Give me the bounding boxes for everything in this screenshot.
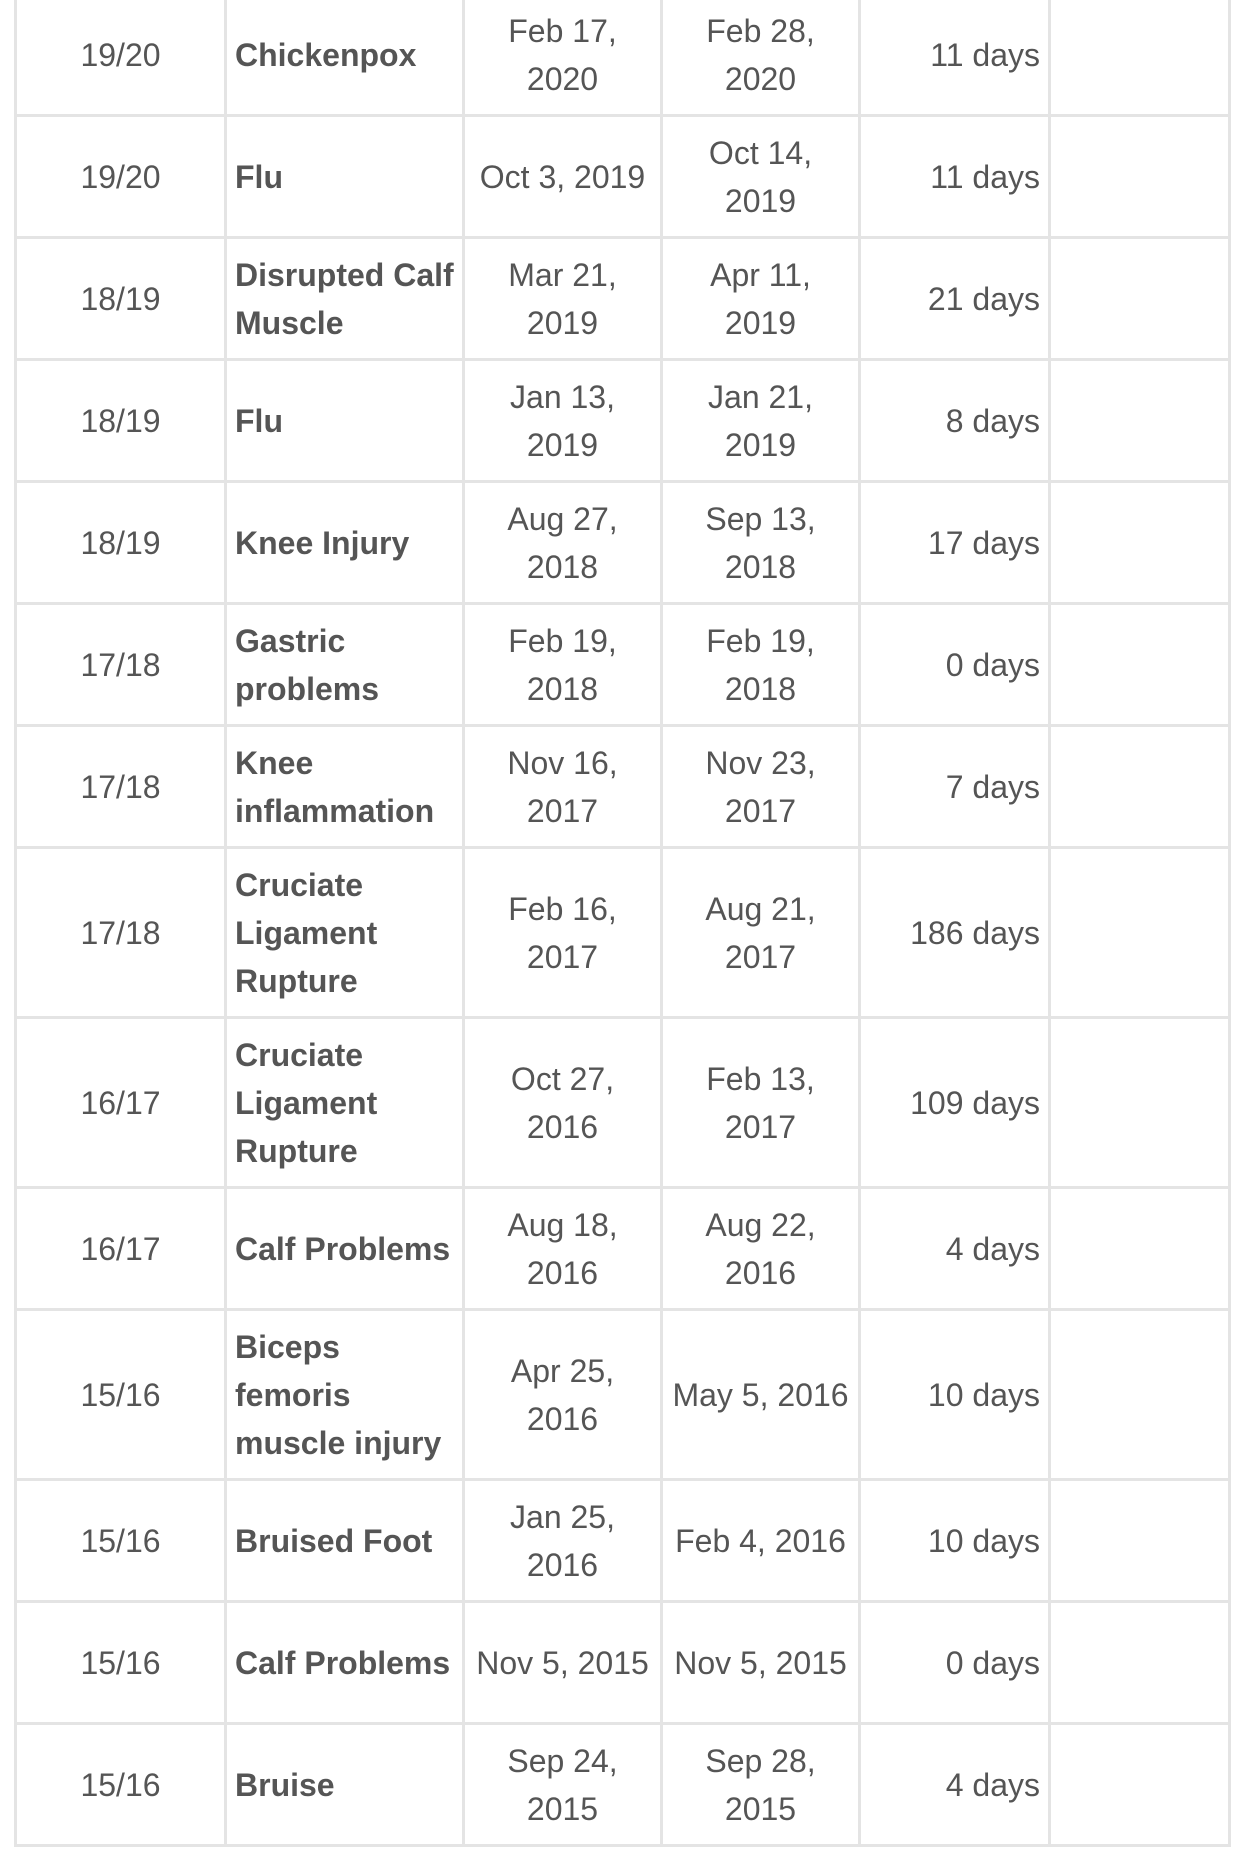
days-out-cell: 0 days bbox=[861, 605, 1051, 727]
from-date-cell: Feb 17, 2020 bbox=[465, 0, 663, 117]
table-row bbox=[17, 727, 1231, 849]
table-row bbox=[17, 0, 1231, 117]
from-date-cell: Oct 27, 2016 bbox=[465, 1019, 663, 1189]
days-out-cell: 186 days bbox=[861, 849, 1051, 1019]
from-date-cell: Aug 27, 2018 bbox=[465, 483, 663, 605]
injury-cell: Chickenpox bbox=[227, 0, 465, 117]
from-date-cell: Aug 18, 2016 bbox=[465, 1189, 663, 1311]
until-date-cell: Sep 13, 2018 bbox=[663, 483, 861, 605]
injury-history-table-wrapper bbox=[14, 0, 1228, 1847]
table-row bbox=[17, 117, 1231, 239]
season-cell: 18/19 bbox=[17, 361, 227, 483]
injury-cell: Disrupted Calf Muscle bbox=[227, 239, 465, 361]
days-out-cell: 0 days bbox=[861, 1603, 1051, 1725]
injury-cell: Bruise bbox=[227, 1725, 465, 1847]
from-date-cell: Feb 16, 2017 bbox=[465, 849, 663, 1019]
days-out-cell: 4 days bbox=[861, 1189, 1051, 1311]
season-cell: 15/16 bbox=[17, 1725, 227, 1847]
injury-cell: Knee inflammation bbox=[227, 727, 465, 849]
until-date-cell: Nov 5, 2015 bbox=[663, 1603, 861, 1725]
injury-cell: Cruciate Ligament Rupture bbox=[227, 849, 465, 1019]
until-date-cell: Feb 13, 2017 bbox=[663, 1019, 861, 1189]
empty-cell bbox=[1051, 1603, 1231, 1725]
days-out-cell: 21 days bbox=[861, 239, 1051, 361]
season-cell: 15/16 bbox=[17, 1603, 227, 1725]
table-row bbox=[17, 239, 1231, 361]
table-row bbox=[17, 1603, 1231, 1725]
table-row bbox=[17, 1019, 1231, 1189]
days-out-cell: 8 days bbox=[861, 361, 1051, 483]
empty-cell bbox=[1051, 727, 1231, 849]
empty-cell bbox=[1051, 1019, 1231, 1189]
days-out-cell: 11 days bbox=[861, 0, 1051, 117]
table-row bbox=[17, 1189, 1231, 1311]
injury-cell: Calf Problems bbox=[227, 1603, 465, 1725]
from-date-cell: Feb 19, 2018 bbox=[465, 605, 663, 727]
empty-cell bbox=[1051, 605, 1231, 727]
empty-cell bbox=[1051, 483, 1231, 605]
from-date-cell: Jan 25, 2016 bbox=[465, 1481, 663, 1603]
until-date-cell: Feb 4, 2016 bbox=[663, 1481, 861, 1603]
injury-cell: Flu bbox=[227, 361, 465, 483]
from-date-cell: Jan 13, 2019 bbox=[465, 361, 663, 483]
days-out-cell: 109 days bbox=[861, 1019, 1051, 1189]
until-date-cell: Jan 21, 2019 bbox=[663, 361, 861, 483]
days-out-cell: 4 days bbox=[861, 1725, 1051, 1847]
until-date-cell: Aug 22, 2016 bbox=[663, 1189, 861, 1311]
from-date-cell: Nov 16, 2017 bbox=[465, 727, 663, 849]
from-date-cell: Mar 21, 2019 bbox=[465, 239, 663, 361]
days-out-cell: 17 days bbox=[861, 483, 1051, 605]
days-out-cell: 10 days bbox=[861, 1311, 1051, 1481]
table-row bbox=[17, 361, 1231, 483]
until-date-cell: Feb 19, 2018 bbox=[663, 605, 861, 727]
table-row bbox=[17, 849, 1231, 1019]
empty-cell bbox=[1051, 1725, 1231, 1847]
injury-cell: Biceps femoris muscle injury bbox=[227, 1311, 465, 1481]
injury-cell: Flu bbox=[227, 117, 465, 239]
empty-cell bbox=[1051, 1481, 1231, 1603]
empty-cell bbox=[1051, 0, 1231, 117]
from-date-cell: Nov 5, 2015 bbox=[465, 1603, 663, 1725]
table-row bbox=[17, 1481, 1231, 1603]
from-date-cell: Apr 25, 2016 bbox=[465, 1311, 663, 1481]
season-cell: 17/18 bbox=[17, 849, 227, 1019]
until-date-cell: Apr 11, 2019 bbox=[663, 239, 861, 361]
season-cell: 17/18 bbox=[17, 727, 227, 849]
injury-cell: Bruised Foot bbox=[227, 1481, 465, 1603]
days-out-cell: 11 days bbox=[861, 117, 1051, 239]
from-date-cell: Sep 24, 2015 bbox=[465, 1725, 663, 1847]
until-date-cell: Sep 28, 2015 bbox=[663, 1725, 861, 1847]
season-cell: 17/18 bbox=[17, 605, 227, 727]
season-cell: 16/17 bbox=[17, 1189, 227, 1311]
days-out-cell: 7 days bbox=[861, 727, 1051, 849]
season-cell: 19/20 bbox=[17, 117, 227, 239]
until-date-cell: Nov 23, 2017 bbox=[663, 727, 861, 849]
days-out-cell: 10 days bbox=[861, 1481, 1051, 1603]
season-cell: 16/17 bbox=[17, 1019, 227, 1189]
table-row bbox=[17, 1311, 1231, 1481]
season-cell: 18/19 bbox=[17, 483, 227, 605]
empty-cell bbox=[1051, 117, 1231, 239]
season-cell: 15/16 bbox=[17, 1311, 227, 1481]
season-cell: 18/19 bbox=[17, 239, 227, 361]
until-date-cell: Aug 21, 2017 bbox=[663, 849, 861, 1019]
table-row bbox=[17, 483, 1231, 605]
injury-cell: Cruciate Ligament Rupture bbox=[227, 1019, 465, 1189]
from-date-cell: Oct 3, 2019 bbox=[465, 117, 663, 239]
injury-cell: Knee Injury bbox=[227, 483, 465, 605]
empty-cell bbox=[1051, 239, 1231, 361]
injury-history-table bbox=[14, 0, 1231, 1847]
empty-cell bbox=[1051, 1189, 1231, 1311]
until-date-cell: Oct 14, 2019 bbox=[663, 117, 861, 239]
empty-cell bbox=[1051, 361, 1231, 483]
empty-cell bbox=[1051, 849, 1231, 1019]
table-row bbox=[17, 1725, 1231, 1847]
season-cell: 15/16 bbox=[17, 1481, 227, 1603]
season-cell: 19/20 bbox=[17, 0, 227, 117]
until-date-cell: Feb 28, 2020 bbox=[663, 0, 861, 117]
table-row bbox=[17, 605, 1231, 727]
injury-cell: Calf Problems bbox=[227, 1189, 465, 1311]
empty-cell bbox=[1051, 1311, 1231, 1481]
until-date-cell: May 5, 2016 bbox=[663, 1311, 861, 1481]
injury-cell: Gastric problems bbox=[227, 605, 465, 727]
